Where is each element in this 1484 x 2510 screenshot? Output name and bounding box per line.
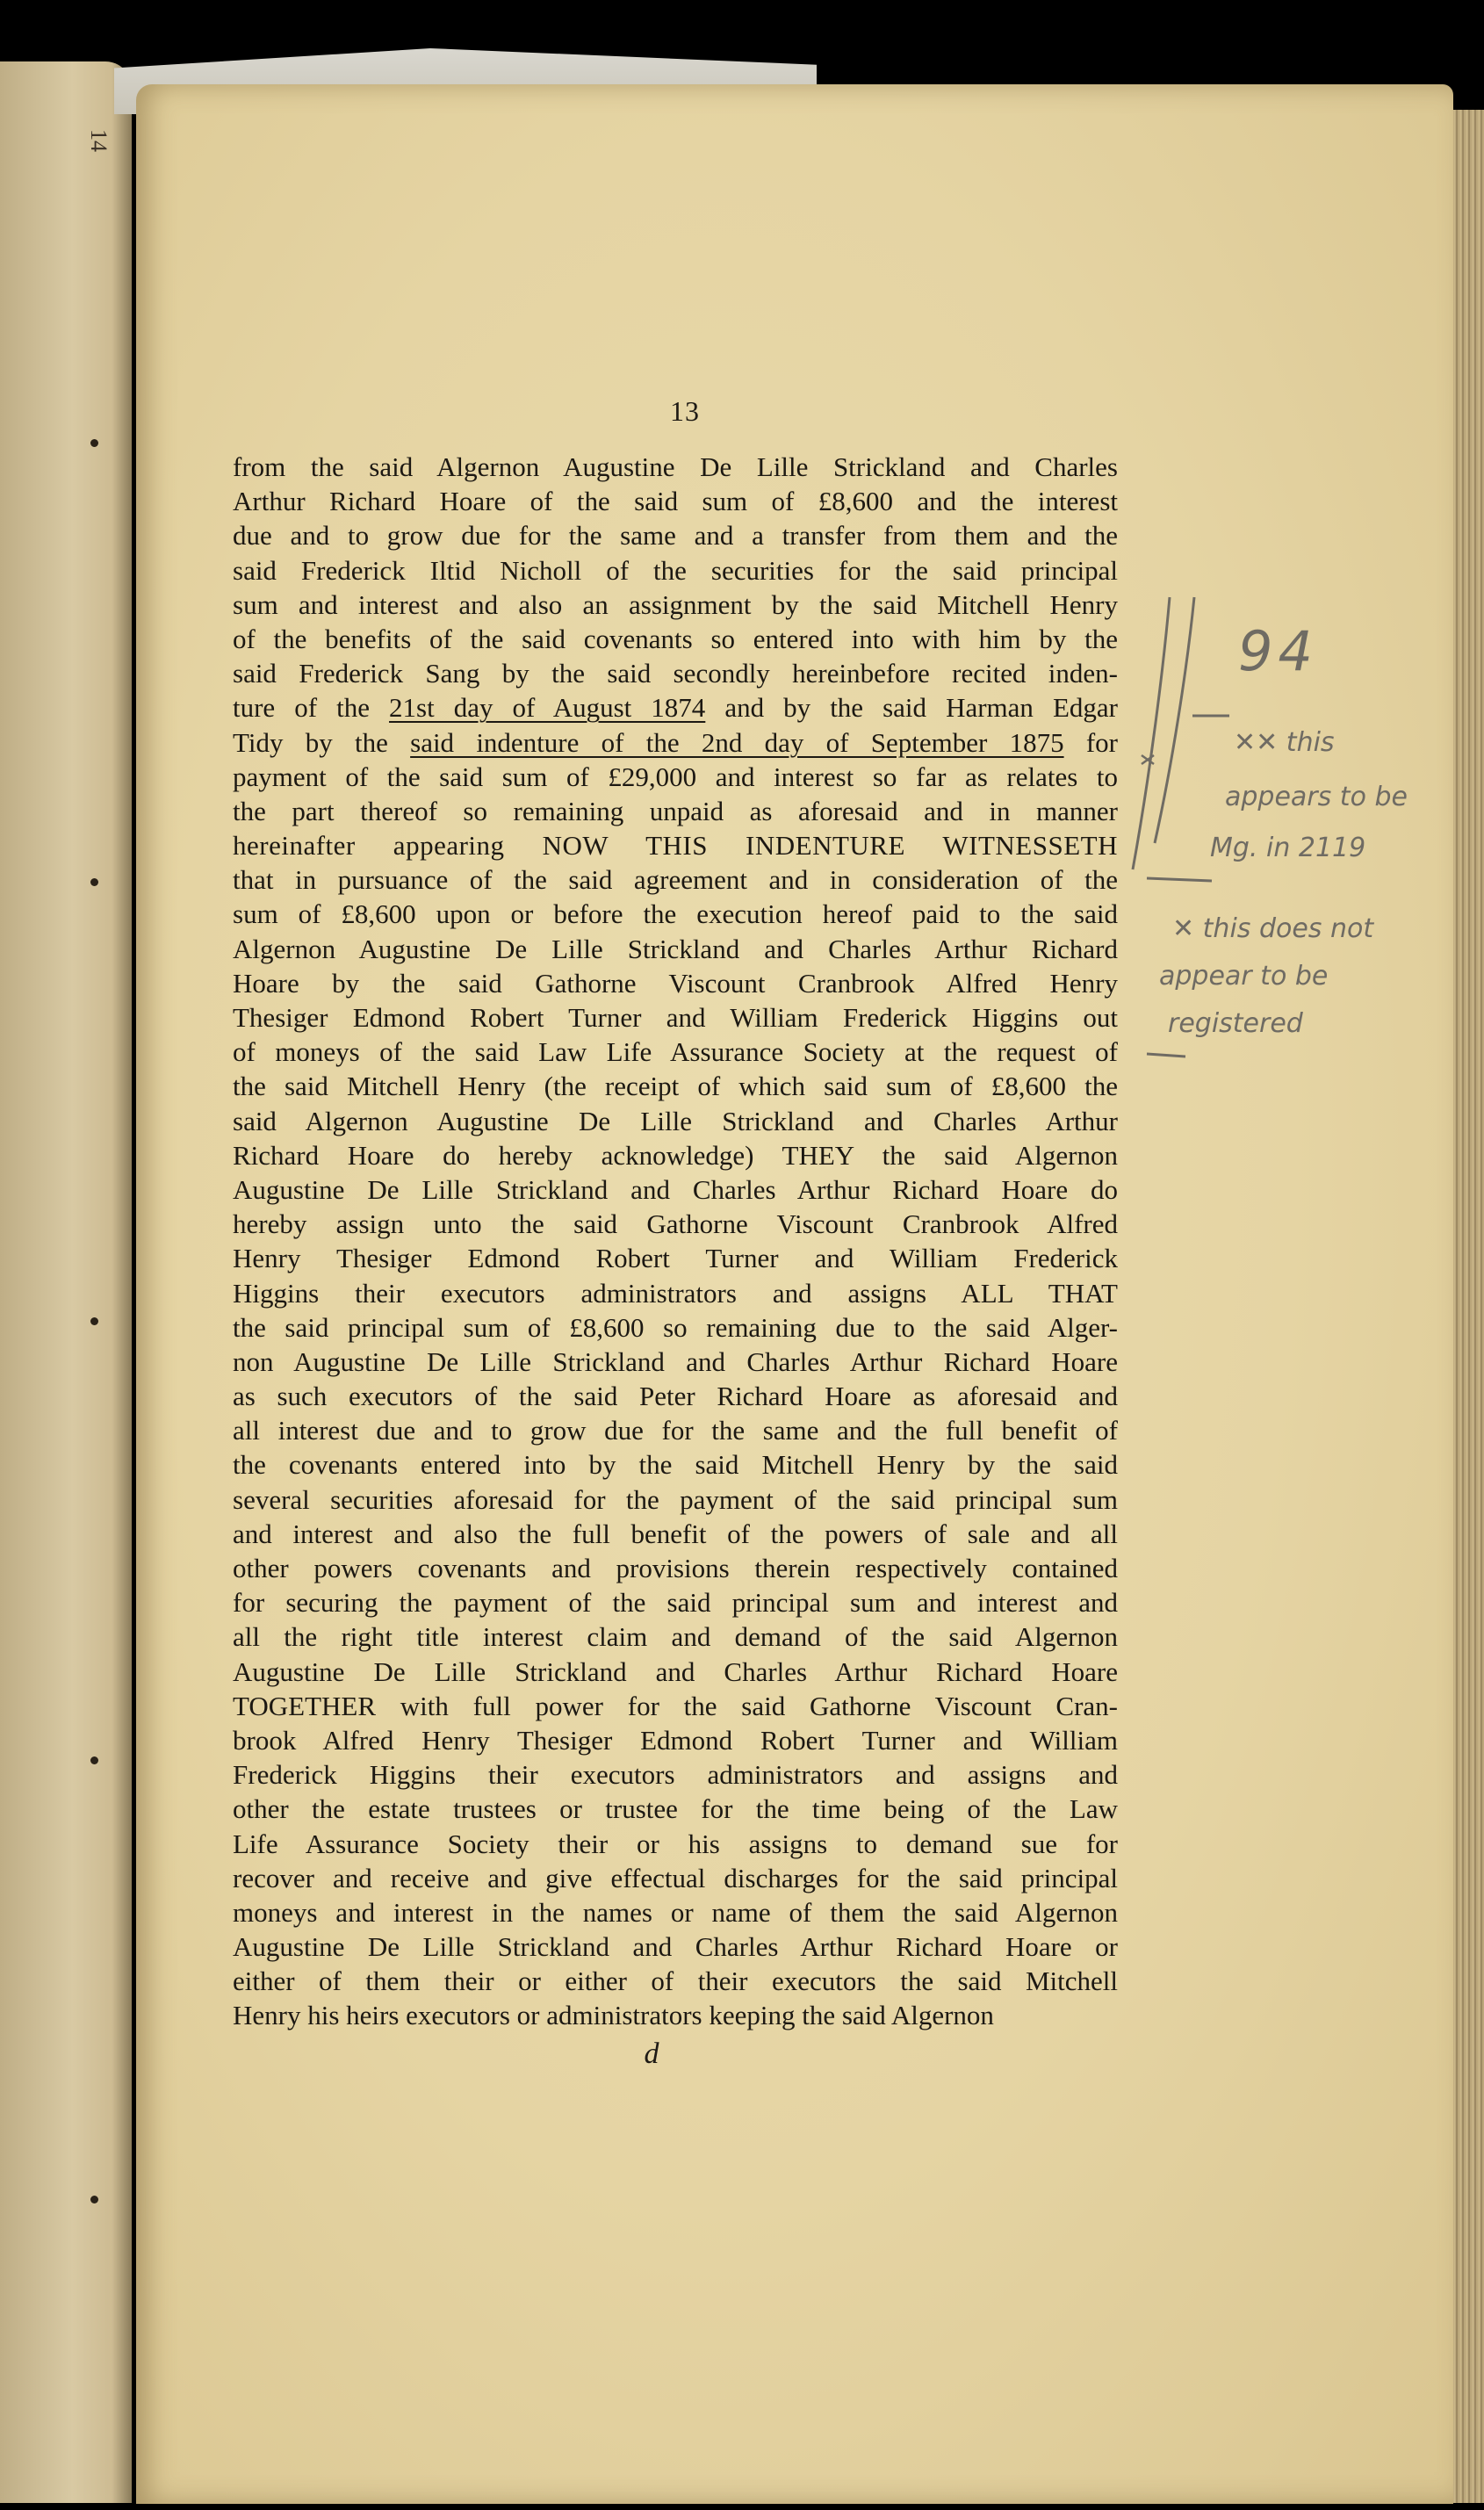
binding-hole [90,1317,98,1325]
text-line: Arthur Richard Hoare of the said sum of £8,600 and the interest [233,486,1118,517]
text-line: payment of the said sum of £29,000 and interest so far as relates to [233,761,1118,792]
text-line: Augustine De Lille Strickland and Charles Arthur Richard Hoare or [233,1931,1118,1963]
left-page-number: 14 [86,129,112,152]
binding-hole [90,1756,98,1764]
text-line: Algernon Augustine De Lille Strickland and Charles Arthur Richard [233,933,1118,964]
text-line: Augustine De Lille Strickland and Charles Arthur Richard Hoare [233,1655,1118,1687]
text-line: said Algernon Augustine De Lille Strickland and Charles Arthur [233,1105,1118,1136]
text-line: moneys and interest in the names or name of them the said Algernon [233,1896,1118,1928]
text-line: of moneys of the said Law Life Assurance Society at the request of [233,1036,1118,1068]
text-line: all the right title interest claim and demand of the said Algernon [233,1621,1118,1653]
text-line: TOGETHER with full power for the said Gathorne Viscount Cran- [233,1690,1118,1721]
text-line: Thesiger Edmond Robert Turner and William Frederick Higgins out [233,1002,1118,1033]
text-line: all interest due and to grow due for the same and the full benefit of [233,1415,1118,1446]
text-line: due and to grow due for the same and a transfer from them and the [233,520,1118,552]
line-segment: Tidy by the [233,726,411,758]
text-line: other the estate trustees or trustee for the time being of the Law [233,1793,1118,1825]
text-line: and interest and also the full benefit of the powers of sale and all [233,1518,1118,1549]
text-line: brook Alfred Henry Thesiger Edmond Robert Turner and William [233,1724,1118,1756]
pencil-note-line: appears to be [1225,782,1408,812]
pencil-note-line: ✕✕ this [1234,727,1335,758]
text-line: recover and receive and give effectual discharges for the said principal [233,1862,1118,1893]
left-page-edge [0,61,132,2503]
binding-hole [90,439,98,447]
pencil-margin-number: 94 [1238,619,1318,683]
text-line: the said Mitchell Henry (the receipt of which said sum of £8,600 the [233,1071,1118,1102]
text-line: Richard Hoare do hereby acknowledge) THEY the said Algernon [233,1139,1118,1171]
binding-hole [90,878,98,886]
text-line: Hoare by the said Gathorne Viscount Cranbrook Alfred Henry [233,967,1118,999]
text-line: Life Assurance Society their or his assigns to demand sue for [233,1828,1118,1859]
line-segment: ture of the [233,692,390,724]
underlined-date: 21st day of August 1874 [389,692,706,724]
text-line: Augustine De Lille Strickland and Charles Arthur Richard Hoare do [233,1173,1118,1205]
text-line: Henry Thesiger Edmond Robert Turner and William Frederick [233,1243,1118,1274]
page-number: 13 [670,395,700,427]
text-line: the part thereof so remaining unpaid as aforesaid and in manner [233,795,1118,826]
text-line: non Augustine De Lille Strickland and Charles Arthur Richard Hoare [233,1345,1118,1377]
text-line: sum of £8,600 upon or before the execution hereof paid to the said [233,898,1118,930]
text-line: other powers covenants and provisions therein respectively contained [233,1553,1118,1583]
text-line: from the said Algernon Augustine De Lille Strickland and Charles [233,451,1118,482]
text-line: the covenants entered into by the said Mitchell Henry by the said [233,1449,1118,1481]
text-line: sum and interest and also an assignment by the said Mitchell Henry [233,588,1118,620]
text-line: either of them their or either of their executors the said Mitchell [233,1965,1118,1997]
indenture-body-text [233,450,1118,2033]
text-line: as such executors of the said Peter Richard Hoare as aforesaid and [233,1381,1118,1412]
line-segment: for [1063,726,1118,758]
text-line: Henry his heirs executors or administrators keeping the said Algernon [233,2000,994,2031]
text-line: that in pursuance of the said agreement and in consideration of the [233,864,1118,896]
text-line: said Frederick Iltid Nicholl of the securities for the said principal [233,554,1118,586]
binding-hole [90,2196,98,2203]
text-line [233,690,1118,725]
text-line: Frederick Higgins their executors administrators and assigns and [233,1759,1118,1791]
text-line: the said principal sum of £8,600 so remaining due to the said Alger- [233,1311,1118,1343]
text-line: said Frederick Sang by the said secondly hereinbefore recited inden- [233,658,1118,689]
text-line [233,725,1118,760]
pencil-note-line: Mg. in 2119 [1210,833,1366,863]
text-line: several securities aforesaid for the payment of the said principal sum [233,1483,1118,1515]
underlined-date: said indenture of the 2nd day of September 1875 [410,726,1064,758]
pencil-note-line: ✕ this does not [1172,913,1374,944]
pencil-note-line: registered [1168,1008,1303,1039]
text-line: for securing the payment of the said principal sum and interest and [233,1587,1118,1619]
line-segment: and by the said Harman Edgar [705,692,1118,724]
text-line: hereby assign unto the said Gathorne Viscount Cranbrook Alfred [233,1208,1118,1240]
text-line: hereinafter appearing NOW THIS INDENTURE WITNESSETH [233,830,1118,862]
signature-mark: d [644,2038,659,2070]
text-line: of the benefits of the said covenants so entered into with him by the [233,623,1118,654]
text-line: Higgins their executors administrators and assigns ALL THAT [233,1277,1118,1309]
pencil-note-line: appear to be [1159,961,1329,992]
